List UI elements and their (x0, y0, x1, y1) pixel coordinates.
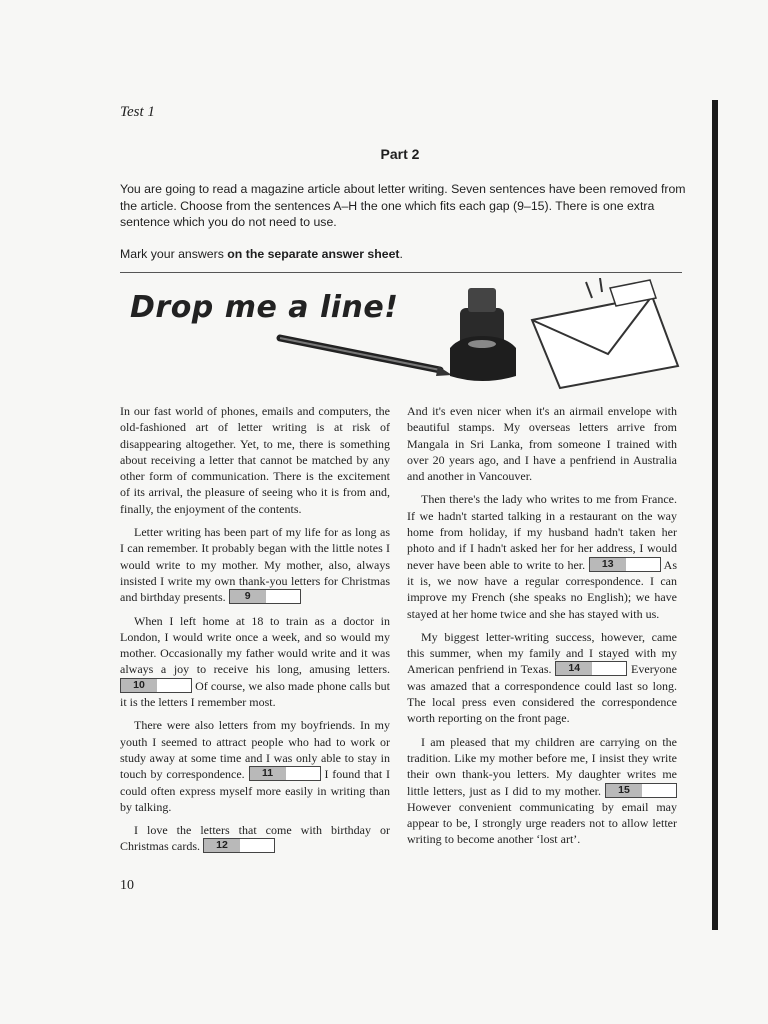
paragraph (407, 629, 677, 727)
part-title: Part 2 (380, 146, 420, 162)
gap-15 (605, 783, 677, 798)
envelope-icon (532, 278, 678, 388)
divider (120, 272, 682, 273)
gap-11 (249, 766, 321, 781)
instructions-text: You are going to read a magazine article about letter writing. Seven sentences have been removed from the article. Choose from the sentences A–H the one which fits each gap (9–15). There is one extra sentence which you do not need to use. (120, 182, 686, 229)
ink-bottle-icon (450, 288, 516, 381)
gap-number: 10 (121, 679, 157, 692)
page-number: 10 (120, 878, 134, 893)
paragraph-text: I found that I could often express myself more easily in writing than by talking. (120, 767, 391, 814)
page-edge-line (712, 100, 718, 930)
paragraph (120, 822, 390, 855)
paragraph-text: Then there's the lady who writes to me from France. If we hadn't started talking in a restaurant on the way home from holiday, if my husband hadn't taken her photo and if I hadn't asked her for her address, I would never have been able to write to her. (407, 492, 677, 572)
pen-ink-envelope-illustration (260, 278, 690, 396)
gap-number: 13 (590, 558, 626, 571)
gap-13 (589, 557, 661, 572)
paragraph: And it's even nicer when it's an airmail envelope with beautiful stamps. My overseas letters arrive from Mangala in Sri Lanka, from someone I trained with over 20 years ago, and I have a penfriend in Australia and another in Vancouver. (407, 404, 677, 484)
article-column-left (120, 403, 390, 862)
mark-answers-note (120, 246, 686, 263)
gap-number: 11 (250, 767, 286, 780)
paragraph (407, 734, 677, 848)
paragraph: In our fast world of phones, emails and computers, the old-fashioned art of letter writing is at risk of disappearing altogether. Yet, to me, there is something about receiving a letter that cannot be matched by any other form of communication. There is the excitement of its arrival, the pleasure of seeing who it is from and, finally, the enjoyment of the contents. (120, 404, 390, 516)
mark-prefix: Mark your answers (120, 246, 228, 261)
instructions (120, 181, 686, 262)
paragraph (407, 491, 677, 621)
gap-14 (555, 661, 627, 676)
article-title: Drop me a line! (130, 290, 399, 325)
gap-number: 14 (556, 662, 592, 675)
paragraph (120, 524, 390, 605)
mark-bold: on the separate answer sheet (227, 246, 400, 261)
paragraph-text: Letter writing has been part of my life for as long as I can remember. It probably began with the little notes I would write to my mother. My mother, also, always insisted I write my own thank-you letters for Christmas and birthday presents. (120, 525, 390, 605)
pen-icon (280, 338, 452, 376)
paragraph-text: There were also letters from my boyfriends. In my youth I seemed to attract people who had to work or study away at some time and I was only able to stay in touch by correspondence. (120, 718, 390, 782)
paragraph-text: I love the letters that come with birthday or Christmas cards. (120, 823, 390, 854)
paragraph-text: However convenient communicating by email may appear to be, I strongly urge readers not to allow letter writing to become another ‘lost art’. (407, 799, 677, 847)
article-column-right (407, 403, 677, 855)
mark-suffix: . (399, 246, 403, 261)
gap-10 (120, 678, 192, 693)
gap-number: 9 (230, 590, 266, 603)
paragraph (120, 717, 390, 815)
gap-number: 15 (606, 784, 642, 797)
paragraph-text: Everyone was amazed that a correspondence could last so long. The local press even considered the correspondence worth reporting on the front page. (407, 662, 678, 726)
paragraph-text: I am pleased that my children are carrying on the tradition. Like my mother before me, I insist they write their own thank-you letters. My daughter writes me little letters, just as I did to my mother. (407, 734, 677, 798)
gap-number: 12 (204, 839, 240, 852)
gap-12 (203, 838, 275, 853)
gap-9 (229, 589, 301, 604)
paragraph (120, 613, 390, 711)
paragraph-text: My biggest letter-writing success, however, came this summer, when my family and I stayed with my American penfriend in Texas. (407, 629, 677, 677)
test-label: Test 1 (120, 104, 155, 120)
paragraph-text: Of course, we also made phone calls but it is the letters I remember most. (120, 678, 390, 710)
paragraph-text: As it is, we now have a regular correspondence. I can improve my French (she speaks no English); we have stayed at her home twice and she has stayed with us. (407, 557, 677, 621)
paragraph-text: When I left home at 18 to train as a doctor in London, I would write once a week, and so would my mother. Occasionally my father would write and it was always a joy to receive his long, amusing letters. (120, 613, 390, 677)
